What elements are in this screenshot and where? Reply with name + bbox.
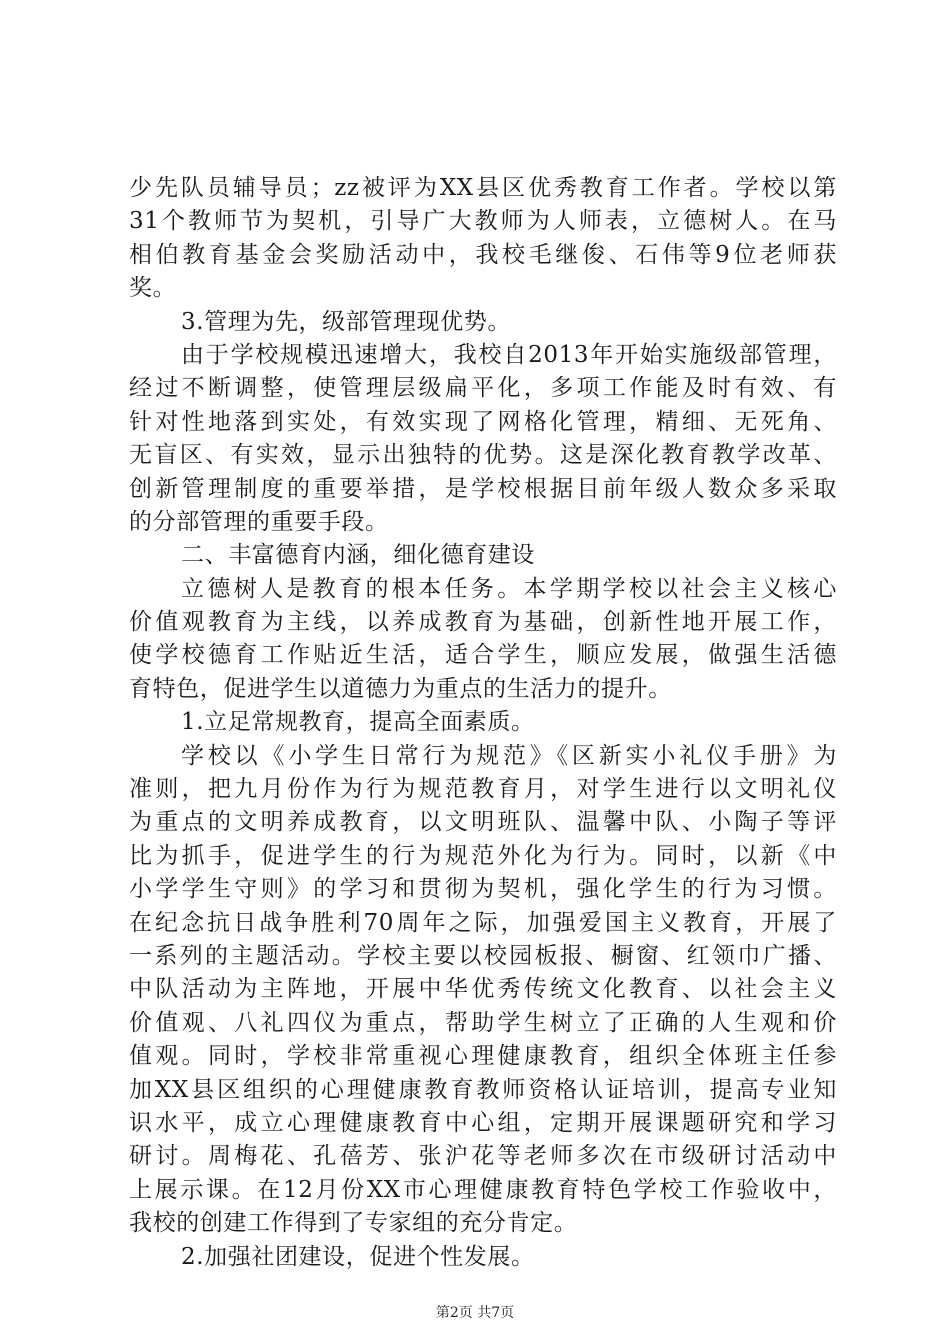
text-line: 奖。: [129, 275, 177, 302]
text-line: 研讨。周梅花、孔蓓芳、张沪花等老师多次在市级研讨活动中: [129, 1143, 837, 1170]
text-line: 在纪念抗日战争胜利70周年之际，加强爱国主义教育，开展了: [129, 909, 837, 936]
text-line: 值观。同时，学校非常重视心理健康教育，组织全体班主任参: [129, 1043, 837, 1070]
text-line: 1.立足常规教育，提高全面素质。: [181, 709, 535, 736]
text-line: 少先队员辅导员；zz被评为XX县区优秀教育工作者。学校以第: [129, 175, 837, 201]
text-line: 准则，把九月份作为行为规范教育月，对学生进行以文明礼仪: [129, 776, 837, 803]
text-line: 由于学校规模迅速增大，我校自2013年开始实施级部管理，: [181, 341, 837, 368]
document-body: [129, 172, 837, 1274]
text-line: 3.管理为先，级部管理现优势。: [181, 308, 511, 335]
text-line: 识水平，成立心理健康教育中心组，定期开展课题研究和学习: [129, 1109, 837, 1136]
text-line: 相伯教育基金会奖励活动中，我校毛继俊、石伟等9位老师获: [129, 241, 837, 268]
page-footer: 第2页 共7页: [435, 1305, 515, 1321]
text-line: 31个教师节为契机，引导广大教师为人师表，立德树人。在马: [129, 208, 837, 235]
text-line: 使学校德育工作贴近生活，适合学生，顺应发展，做强生活德: [129, 642, 837, 669]
text-line: 创新管理制度的重要举措，是学校根据目前年级人数众多采取: [129, 475, 837, 502]
text-line: 育特色，促进学生以道德力为重点的生活力的提升。: [129, 675, 672, 702]
text-line: 二、丰富德育内涵，细化德育建设: [181, 542, 535, 569]
text-line: 小学学生守则》的学习和贯彻为契机，强化学生的行为习惯。: [129, 876, 837, 903]
text-line: 比为抓手，促进学生的行为规范外化为行为。同时，以新《中: [129, 842, 837, 869]
text-line: 立德树人是教育的根本任务。本学期学校以社会主义核心: [181, 575, 837, 602]
text-line: 价值观、八礼四仪为重点，帮助学生树立了正确的人生观和价: [129, 1009, 837, 1036]
text-line: 我校的创建工作得到了专家组的充分肯定。: [129, 1210, 578, 1237]
text-line: 为重点的文明养成教育，以文明班队、温馨中队、小陶子等评: [129, 809, 837, 836]
text-line: 中队活动为主阵地，开展中华优秀传统文化教育、以社会主义: [129, 976, 837, 1003]
text-line: 一系列的主题活动。学校主要以校园板报、橱窗、红领巾广播、: [129, 942, 837, 969]
text-line: 无盲区、有实效，显示出独特的优势。这是深化教育教学改革、: [129, 442, 837, 469]
text-line: 价值观教育为主线，以养成教育为基础，创新性地开展工作，: [129, 609, 837, 636]
text-line: 针对性地落到实处，有效实现了网格化管理，精细、无死角、: [129, 408, 837, 435]
text-line: 2.加强社团建设，促进个性发展。: [181, 1243, 535, 1270]
text-line: 的分部管理的重要手段。: [129, 508, 389, 535]
text-line: 加XX县区组织的心理健康教育教师资格认证培训，提高专业知: [129, 1076, 837, 1103]
text-line: 经过不断调整，使管理层级扁平化，多项工作能及时有效、有: [129, 375, 837, 402]
text-line: 上展示课。在12月份XX市心理健康教育特色学校工作验收中，: [129, 1176, 837, 1203]
text-line: 学校以《小学生日常行为规范》《区新实小礼仪手册》为: [181, 742, 837, 769]
